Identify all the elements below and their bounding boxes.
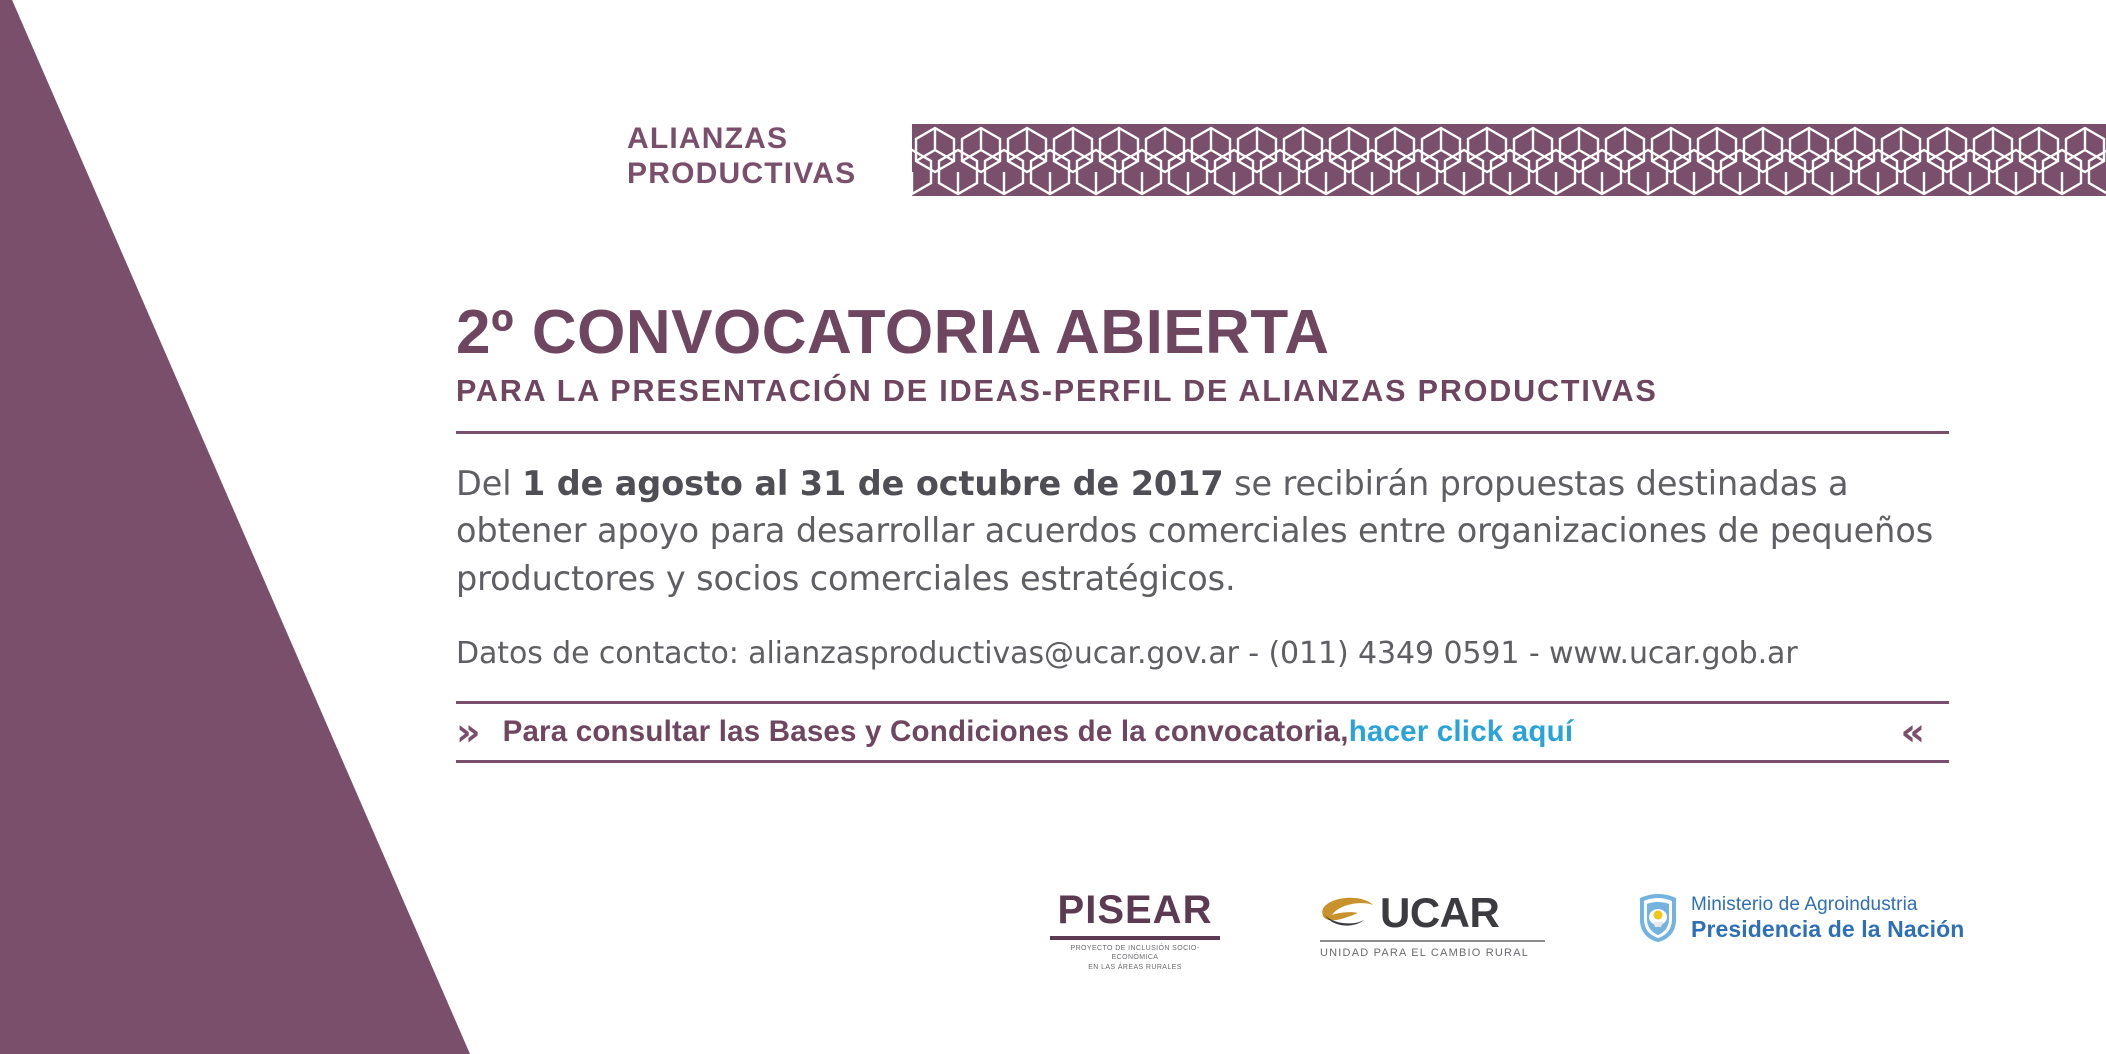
decorative-purple-wedge	[0, 0, 470, 1054]
decorative-purple-wedge-inner	[0, 0, 470, 1054]
pisear-subtitle	[1050, 944, 1220, 972]
ucar-swoosh-icon	[1320, 893, 1376, 933]
brand-alianzas-productivas	[627, 122, 907, 192]
cta-label: Para consultar las Bases y Condiciones de la convocatoria,	[502, 714, 1349, 748]
pisear-rule	[1050, 936, 1220, 940]
page-subtitle: PARA LA PRESENTACIÓN DE IDEAS-PERFIL DE ALIANZAS PRODUCTIVAS	[456, 374, 1658, 409]
ucar-wordmark-row	[1320, 889, 1560, 936]
ucar-subtitle: UNIDAD PARA EL CAMBIO RURAL	[1320, 947, 1530, 959]
body-rest: se recibirán propuestas destinadas a obtener apoyo para desarrollar acuerdos comerciales entre organizaciones de pequeños productores y socios comerciales estratégicos.	[456, 463, 1934, 598]
argentina-shield-icon	[1635, 892, 1681, 944]
contact-line: Datos de contacto: alianzasproductivas@ucar.gov.ar - (011) 4349 0591 - www.ucar.gob.ar	[456, 635, 1798, 671]
logo-pisear	[1050, 890, 1220, 972]
page-title: 2º CONVOCATORIA ABIERTA	[456, 298, 1330, 367]
divider-top	[456, 431, 1949, 434]
ministerio-text	[1691, 894, 1964, 942]
cta-row[interactable]	[456, 704, 1949, 760]
ministerio-line-1: Ministerio de Agroindustria	[1691, 893, 1918, 915]
logo-ministerio-agroindustria	[1635, 892, 1965, 944]
pisear-subtitle-line-1: PROYECTO DE INCLUSIÓN SOCIO-ECONÓMICA	[1070, 945, 1200, 962]
decorative-pattern-band	[912, 124, 2106, 196]
main-content	[456, 300, 1956, 763]
logo-ucar	[1320, 889, 1560, 959]
pisear-subtitle-line-2: EN LAS ÁREAS RURALES	[1088, 963, 1182, 971]
cta-link-bases-y-condiciones[interactable]: hacer click aquí	[1348, 714, 1574, 748]
body-dates: 1 de agosto al 31 de octubre de 2017	[521, 463, 1224, 503]
ucar-rule	[1320, 940, 1545, 942]
pisear-wordmark: PISEAR	[1057, 888, 1213, 932]
logos-row	[1030, 890, 1990, 980]
chevron-right-double-icon: »	[456, 709, 481, 754]
brand-line-2: PRODUCTIVAS	[627, 156, 857, 190]
brand-line-1: ALIANZAS	[627, 122, 789, 155]
body-lead: Del	[456, 463, 522, 503]
ministerio-line-2: Presidencia de la Nación	[1691, 915, 1965, 942]
chevron-left-double-icon: «	[1900, 709, 1925, 754]
ucar-wordmark: UCAR	[1380, 889, 1500, 936]
divider-cta-bottom	[456, 760, 1949, 763]
body-paragraph	[456, 460, 1953, 603]
